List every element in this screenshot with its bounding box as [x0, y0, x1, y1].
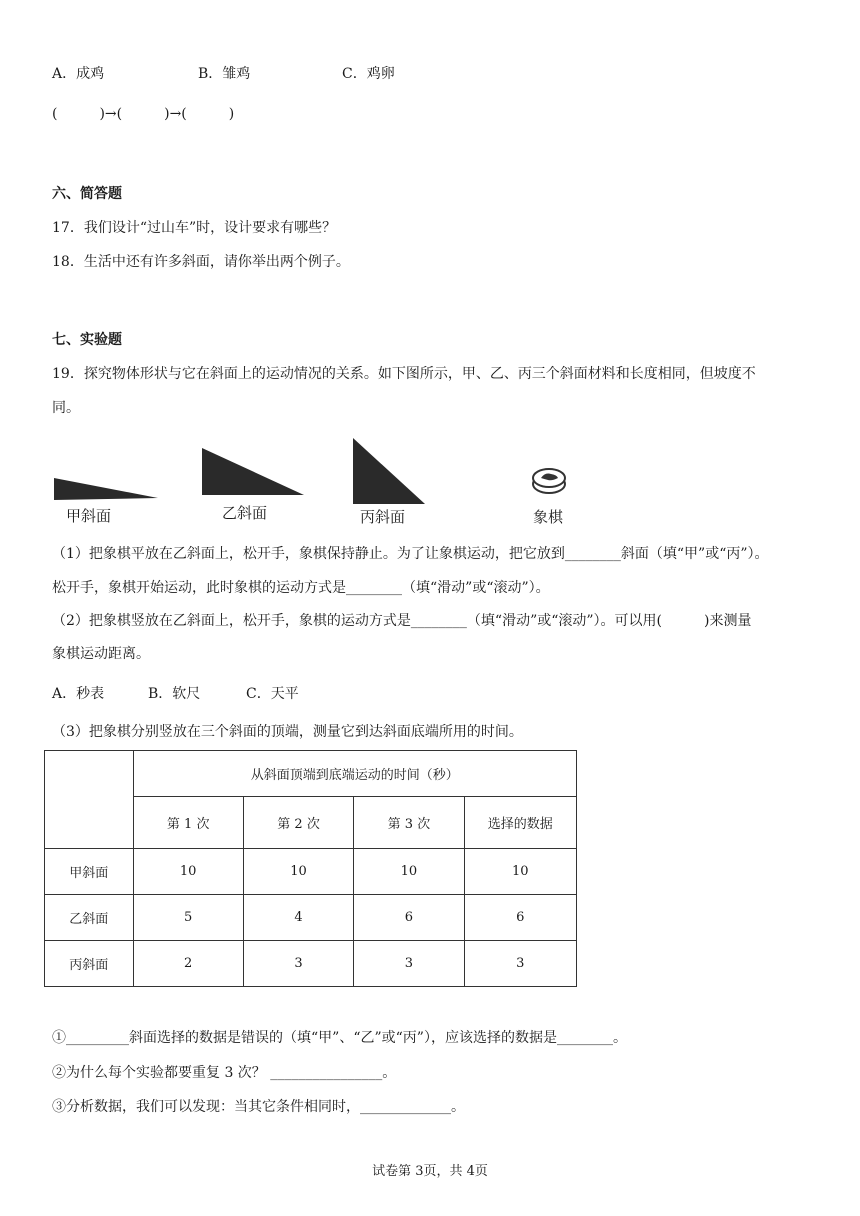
label-slope-bing: 丙斜面 [360, 508, 406, 526]
table-header-span: 从斜面顶端到底端运动的时间（秒） [133, 751, 577, 797]
part1-line2: 松开手，象棋开始运动，此时象棋的运动方式是________（填“滑动”或“滚动”）。 [52, 580, 550, 596]
row-label: 甲斜面 [45, 849, 134, 895]
cell: 6 [464, 895, 576, 941]
slope-yi [202, 448, 304, 495]
part2-option-b: B．软尺 [148, 686, 201, 702]
row-label: 乙斜面 [45, 895, 134, 941]
part2-line2: 象棋运动距离。 [52, 646, 150, 662]
cell: 5 [133, 895, 243, 941]
results-table [44, 750, 577, 987]
part2-options [52, 684, 452, 704]
q16-options [52, 64, 552, 84]
part2-option-c: C．天平 [246, 686, 299, 702]
slopes-figure [0, 430, 860, 530]
col-header-4: 选择的数据 [464, 797, 576, 849]
label-slope-yi: 乙斜面 [222, 504, 268, 522]
col-header-1: 第 1 次 [133, 797, 243, 849]
col-header-3: 第 3 次 [354, 797, 464, 849]
label-chess-piece: 象棋 [533, 508, 564, 526]
question-19-line1: 19．探究物体形状与它在斜面上的运动情况的关系。如下图所示，甲、乙、丙三个斜面材料和长度相同，但坡度不 [52, 366, 756, 382]
part3-text: （3）把象棋分别竖放在三个斜面的顶端，测量它到达斜面底端所用的时间。 [52, 724, 523, 740]
q16-sequence: ( )→( )→( ) [52, 106, 235, 122]
q16-option-b: B．雏鸡 [198, 66, 251, 82]
col-header-2: 第 2 次 [243, 797, 353, 849]
section6-heading: 六、简答题 [52, 186, 122, 202]
subquestion-2: ②为什么每个实验都要重复 3 次？ ________________。 [52, 1065, 397, 1081]
cell: 10 [243, 849, 353, 895]
cell: 10 [464, 849, 576, 895]
q16-option-a: A．成鸡 [52, 66, 105, 82]
table-row [45, 941, 577, 987]
subquestion-3: ③分析数据，我们可以发现：当其它条件相同时，_____________。 [52, 1099, 465, 1115]
cell: 6 [354, 895, 464, 941]
question-19-line2: 同。 [52, 400, 80, 416]
cell: 3 [464, 941, 576, 987]
subquestion-1: ①_________斜面选择的数据是错误的（填“甲”、“乙”或“丙”），应该选择的数据是________。 [52, 1030, 627, 1046]
slope-jia [54, 478, 158, 500]
table-corner [45, 751, 134, 849]
part1-line1: （1）把象棋平放在乙斜面上，松开手，象棋保持静止。为了让象棋运动，把它放到________斜面（填“甲”或“丙”）。 [52, 546, 769, 562]
cell: 3 [354, 941, 464, 987]
label-slope-jia: 甲斜面 [66, 507, 112, 525]
cell: 10 [133, 849, 243, 895]
cell: 4 [243, 895, 353, 941]
slope-bing [353, 438, 425, 504]
q16-option-c: C．鸡卵 [342, 66, 395, 82]
section7-heading: 七、实验题 [52, 332, 122, 348]
part2-option-a: A．秒表 [52, 686, 105, 702]
cell: 3 [243, 941, 353, 987]
table-row [45, 895, 577, 941]
part2-line1: （2）把象棋竖放在乙斜面上，松开手，象棋的运动方式是________（填“滑动”或“滚动”）。可以用( )来测量 [52, 613, 752, 629]
table-row [45, 849, 577, 895]
cell: 10 [354, 849, 464, 895]
page-footer: 试卷第 3页，共 4页 [372, 1164, 488, 1179]
question-17: 17．我们设计“过山车”时，设计要求有哪些？ [52, 220, 337, 236]
row-label: 丙斜面 [45, 941, 134, 987]
chess-piece-icon [533, 469, 565, 493]
question-18: 18．生活中还有许多斜面，请你举出两个例子。 [52, 254, 350, 270]
cell: 2 [133, 941, 243, 987]
